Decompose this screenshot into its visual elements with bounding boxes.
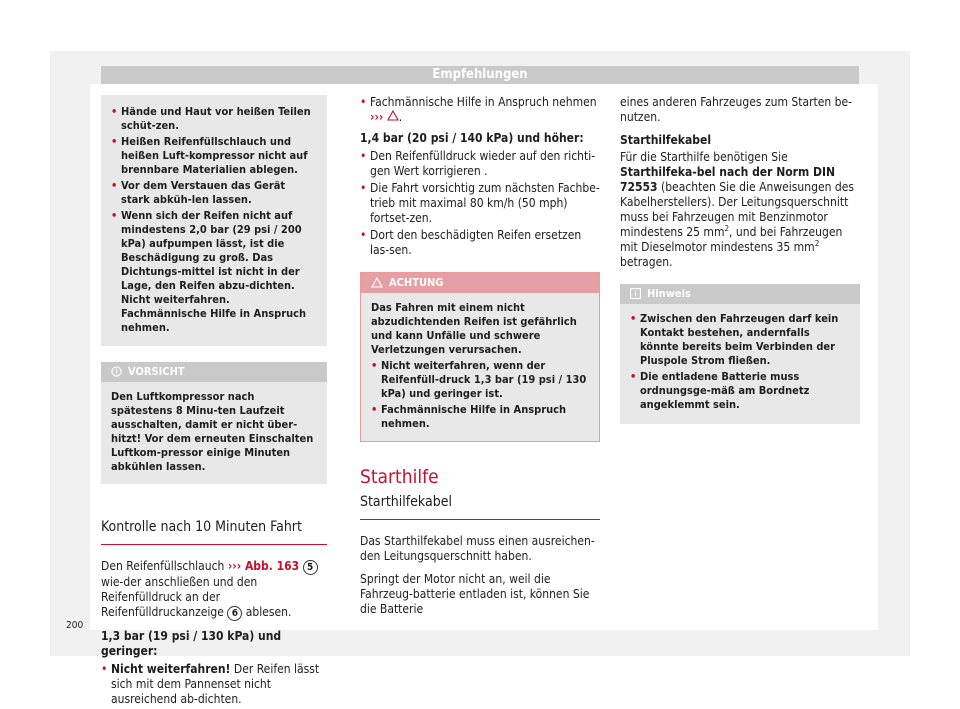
- list-item: • Hände und Haut vor heißen Teilen schüt-zen.: [111, 105, 317, 133]
- superscript: 2: [814, 239, 820, 248]
- figure-link[interactable]: ››› Abb. 163: [227, 559, 300, 573]
- section-header: Empfehlungen: [101, 66, 859, 84]
- column-3: [620, 95, 860, 424]
- hinweis-header: [620, 284, 860, 304]
- subheading: 1,3 bar (19 psi / 130 kPa) und geringer:: [101, 629, 282, 658]
- chapter-title: Starthilfe: [360, 466, 439, 488]
- list-item: • Die Fahrt vorsichtig zum nächsten Fachbe-trieb mit maximal 80 km/h (50 mph) fortset-zen.: [360, 181, 600, 226]
- info-square-icon: [630, 286, 641, 306]
- paragraph: Das Starthilfekabel muss einen ausreichen-den Leitungsquerschnitt haben.: [360, 534, 595, 563]
- warning-continuation-box: [101, 95, 327, 346]
- warning-triangle-icon: [371, 275, 383, 295]
- hinweis-box: [620, 284, 860, 424]
- callout-number: 5: [303, 560, 318, 575]
- list-item: • Wenn sich der Reifen nicht auf mindestens 2,0 bar (29 psi / 200 kPa) aufpumpen lässt, ist die Beschädigung zu groß. Das Dichtungs-mittel ist nicht in der Lage, den Reifen abzu-dichten. Nicht weiterfahren. Fachmännische Hilfe in Anspruch nehmen.: [111, 209, 317, 335]
- achtung-box: [360, 272, 600, 442]
- text: Für die Starthilfe benötigen Sie: [620, 150, 788, 164]
- paragraph: eines anderen Fahrzeuges zum Starten be-nutzen.: [620, 95, 853, 124]
- list-item: • Dort den beschädigten Reifen ersetzen las-sen.: [360, 228, 600, 258]
- paragraph: Springt der Motor nicht an, weil die Fahrzeug-batterie entladen ist, können Sie die Batterie: [360, 572, 590, 616]
- warning-triangle-icon: [387, 110, 399, 124]
- vorsicht-text: Den Luftkompressor nach spätestens 8 Minu-ten Laufzeit ausschalten, damit er nicht über-hitzt! Vor dem erneuten Einschalten Luftkom-pressor einige Minuten abkühlen lassen.: [111, 390, 314, 473]
- text: Nicht weiterfahren!: [111, 662, 231, 676]
- subheading: 1,4 bar (20 psi / 140 kPa) und höher:: [360, 131, 584, 145]
- achtung-header: [361, 273, 599, 293]
- paragraph: [101, 559, 327, 621]
- hinweis-label: Hinweis: [647, 287, 691, 300]
- achtung-intro: Das Fahren mit einem nicht abzudichtenden Reifen ist gefährlich und kann Unfälle und schwere Verletzungen verursachen.: [371, 301, 577, 356]
- achtung-content: [361, 293, 599, 441]
- list-item: • Vor dem Verstauen das Gerät stark abküh-len lassen.: [111, 179, 317, 207]
- vorsicht-box: [101, 362, 327, 484]
- list-item: • Heißen Reifenfüllschlauch und heißen Luft-kompressor nicht auf brennbare Materialien ablegen.: [111, 135, 317, 177]
- page-number: 200: [66, 620, 84, 631]
- column-2: [360, 95, 600, 625]
- list-item: • Fachmännische Hilfe in Anspruch nehmen.: [371, 403, 589, 431]
- text: , und bei Fahrzeugen mit Dieselmotor mindestens 35 mm: [620, 225, 843, 254]
- list-item: • Die entladene Batterie muss ordnungsge-mäß am Bordnetz angeklemmt sein.: [630, 370, 850, 412]
- vorsicht-label: VORSICHT: [128, 365, 185, 378]
- list-item: • Zwischen den Fahrzeugen darf kein Kontakt bestehen, andernfalls könnte bereits beim Verbinden der Pluspole Strom fließen.: [630, 312, 850, 368]
- list-item: • Den Reifenfülldruck wieder auf den richti-gen Wert korrigieren .: [360, 149, 600, 179]
- column-1: [101, 95, 327, 709]
- link-arrow[interactable]: ›››: [370, 110, 384, 124]
- list-item: [101, 662, 327, 707]
- text: Starthilfeka-bel nach der Norm DIN 72553: [620, 165, 836, 194]
- superscript: 2: [724, 224, 730, 233]
- text: Den Reifenfüllschlauch: [101, 559, 228, 573]
- paragraph: [620, 150, 860, 270]
- list-item: • Nicht weiterfahren, wenn der Reifenfüll-druck 1,3 bar (19 psi / 130 kPa) und geringer ist.: [371, 359, 589, 401]
- list-item: • Fachmännische Hilfe in Anspruch nehmen ››› .: [360, 95, 600, 125]
- achtung-label: ACHTUNG: [389, 276, 444, 289]
- text: Fachmännische Hilfe in Anspruch nehmen: [370, 95, 597, 109]
- callout-number: 6: [227, 606, 242, 621]
- text: ablesen.: [242, 605, 292, 619]
- hinweis-content: [620, 304, 860, 424]
- section-title: Kontrolle nach 10 Minuten Fahrt: [101, 520, 327, 545]
- text: Der Reifen lässt sich mit dem Pannenset nicht ausreichend ab-dichten.: [111, 662, 320, 706]
- section-title: Starthilfekabel: [360, 495, 600, 520]
- text: wie-der anschließen und den Reifenfülldruck an der Reifenfülldruckanzeige: [101, 575, 258, 619]
- text: betragen.: [620, 255, 673, 269]
- text: (beachten Sie die Anweisungen des Kabelherstellers). Der Leitungsquerschnitt muss bei Fahrzeugen mit Benzinmotor mindestens 25 mm: [620, 180, 855, 239]
- subheading: Starthilfekabel: [620, 133, 712, 147]
- vorsicht-header: [101, 362, 327, 382]
- info-circle-icon: [111, 364, 122, 384]
